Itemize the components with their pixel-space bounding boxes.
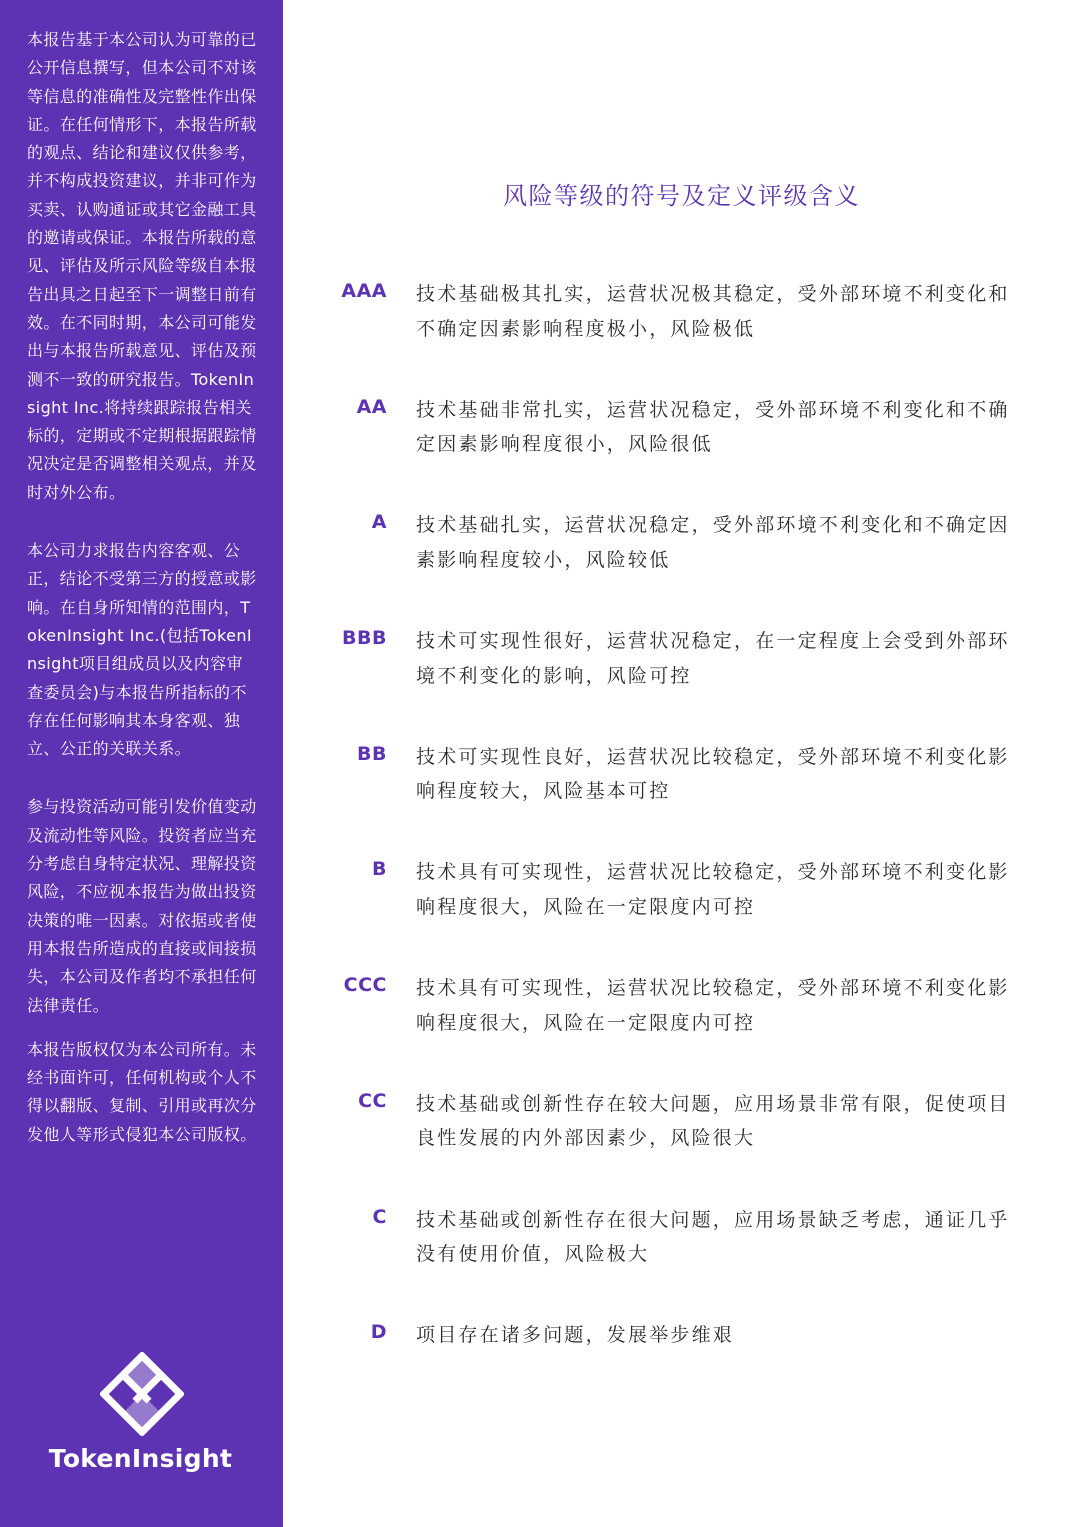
disclaimer-sidebar [0,0,283,1527]
rating-code: BBB [342,627,387,650]
rating-code: D [370,1321,387,1344]
rating-row-a [283,508,1080,624]
rating-description: 技术具有可实现性，运营状况比较稳定，受外部环境不利变化影响程度很大，风险在一定限度内可控 [416,977,1010,1034]
rating-row-aaa [283,277,1080,393]
disclaimer-paragraph-objectivity: 本公司力求报告内容客观、公正，结论不受第三方的授意或影响。在自身所知情的范围内，TokenInsight Inc.(包括TokenInsight项目组成员以及内容审查委员会)与本报告所指标的不存在任何影响其本身客观、独立、公正的关联关系。 [27,541,257,759]
rating-description: 技术可实现性很好，运营状况稳定，在一定程度上会受到外部环境不利变化的影响，风险可控 [416,630,1010,687]
rating-code: CC [358,1089,387,1112]
rating-description: 技术可实现性良好，运营状况比较稳定，受外部环境不利变化影响程度较大，风险基本可控 [416,745,1010,803]
logo-wordmark: TokenInsight [48,1444,233,1473]
rating-code: AA [356,395,387,418]
rating-row-ccc [283,971,1080,1087]
disclaimer-paragraph-validity: 本报告基于本公司认为可靠的已公开信息撰写，但本公司不对该等信息的准确性及完整性作出保证。在任何情形下，本报告所载的观点、结论和建议仅供参考，并不构成投资建议，并非可作为买卖、认购通证或其它金融工具的邀请或保证。本报告所载的意见、评估及所示风险等级自本报告出具之日起至下一调整日前有效。在不同时期，本公司可能发出与本报告所载意见、评估及预测不一致的研究报告。TokenInsight Inc.将持续跟踪报告相关标的，定期或不定期根据跟踪情况决定是否调整相关观点，并及时对外公布。 [27,30,257,502]
rating-description: 技术基础极其扎实，运营状况极其稳定，受外部环境不利变化和不确定因素影响程度极小，风险极低 [416,283,1010,340]
rating-code: B [372,858,387,881]
rating-row-bbb [283,624,1080,740]
rating-code: BB [357,742,387,765]
rating-code: AAA [341,280,387,302]
rating-code: A [371,511,387,534]
rating-row-d [283,1318,1080,1434]
rating-description: 技术基础或创新性存在很大问题，应用场景缺乏考虑，通证几乎没有使用价值，风险极大 [416,1208,1010,1265]
disclaimer-paragraph-risk: 参与投资活动可能引发价值变动及流动性等风险。投资者应当充分考虑自身特定状况、理解投资风险，不应视本报告为做出投资决策的唯一因素。对依据或者使用本报告所造成的直接或间接损失，本公司及作者均不承担任何法律责任。 [27,797,257,1015]
tokeninsight-logo [0,1352,283,1473]
rating-description: 技术基础或创新性存在较大问题，应用场景非常有限，促使项目良性发展的内外部因素少，风险很大 [416,1092,1010,1150]
rating-list [283,277,1080,1434]
page-title: 风险等级的符号及定义评级含义 [503,182,860,210]
rating-row-bb [283,740,1080,856]
disclaimer-paragraph-copyright: 本报告版权仅为本公司所有。未经书面许可，任何机构或个人不得以翻版、复制、引用或再次分发他人等形式侵犯本公司版权。 [27,1039,257,1144]
rating-definitions [283,0,1080,1527]
rating-description: 项目存在诸多问题，发展举步维艰 [416,1324,735,1347]
tokeninsight-logo-icon [100,1352,184,1436]
rating-row-cc [283,1087,1080,1203]
rating-description: 技术基础扎实，运营状况稳定，受外部环境不利变化和不确定因素影响程度较小，风险较低 [416,514,1010,571]
rating-code: CCC [343,974,387,997]
rating-description: 技术具有可实现性，运营状况比较稳定，受外部环境不利变化影响程度很大，风险在一定限度内可控 [416,861,1010,918]
rating-code: C [372,1205,387,1228]
rating-row-b [283,855,1080,971]
rating-description: 技术基础非常扎实，运营状况稳定，受外部环境不利变化和不确定因素影响程度很小，风险很低 [416,398,1010,456]
rating-row-aa [283,393,1080,509]
rating-row-c [283,1203,1080,1319]
